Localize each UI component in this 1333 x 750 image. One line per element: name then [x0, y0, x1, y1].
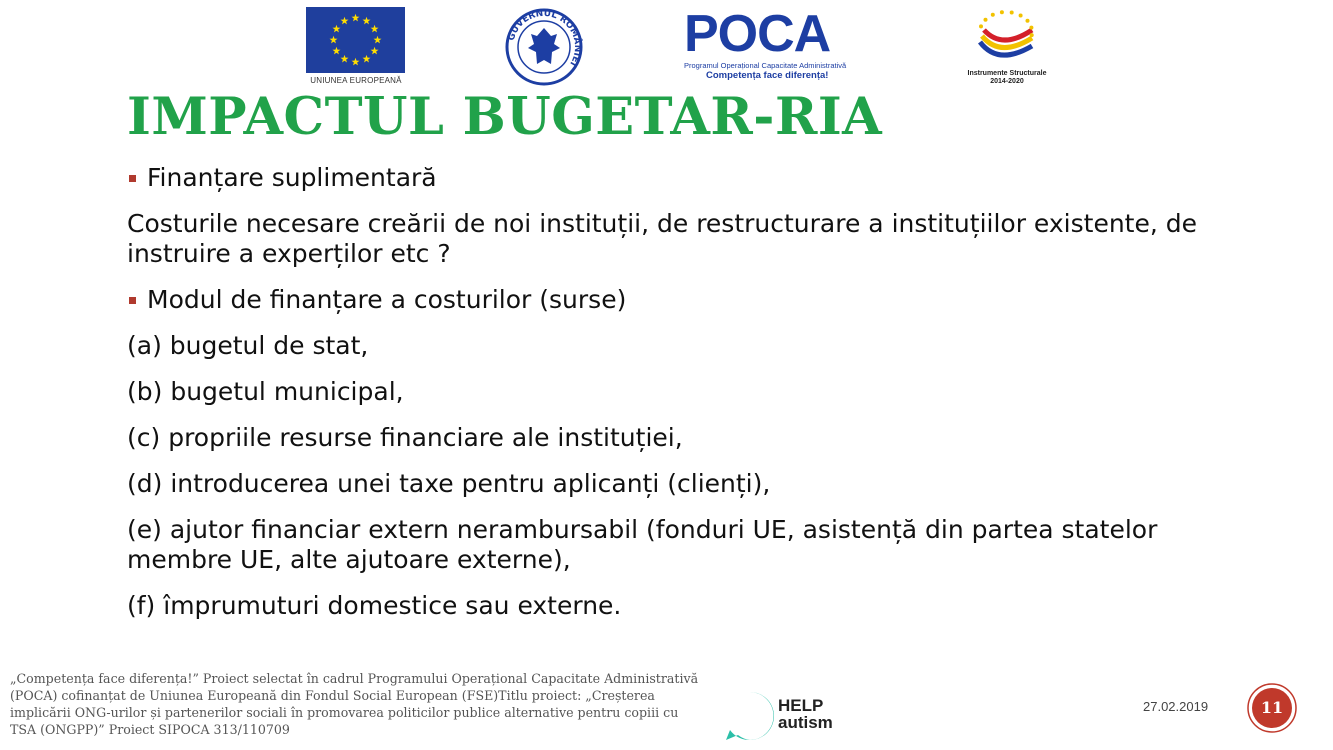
logo-bar	[0, 0, 1333, 90]
text-line	[127, 377, 1207, 407]
line-text: (f) împrumuturi domestice sau externe.	[127, 591, 622, 620]
eu-star-icon	[341, 55, 349, 63]
eu-star-icon	[332, 25, 340, 33]
square-bullet-icon	[129, 297, 136, 304]
slide-number: 11	[1260, 698, 1284, 717]
eu-star-icon	[374, 36, 382, 44]
romanian-government-logo	[505, 8, 583, 86]
structural-instruments-caption	[958, 70, 1056, 86]
is-star-icon	[1029, 26, 1033, 30]
line-text: (e) ajutor financiar extern nerambursabil (fonduri UE, asistență din partea statelor membre UE, alte ajutoare externe),	[127, 515, 1158, 574]
line-text: (c) propriile resurse financiare ale instituției,	[127, 423, 683, 452]
gov-ring-text: GUVERNUL ROMÂNIEI	[506, 8, 583, 68]
is-star-icon	[1026, 19, 1030, 23]
slide-title: IMPACTUL BUGETAR-RIA	[127, 87, 883, 147]
slide-content	[127, 163, 1207, 637]
bullet-item	[127, 163, 1207, 193]
poca-logo	[684, 5, 869, 84]
eu-star-icon	[352, 58, 360, 66]
eu-star-icon	[352, 14, 360, 22]
help-autism-logo	[724, 690, 844, 742]
eu-star-icon	[363, 17, 371, 25]
line-text: (d) introducerea unei taxe pentru aplicanți (clienți),	[127, 469, 771, 498]
is-star-icon	[1019, 14, 1023, 18]
eu-star-icon	[363, 55, 371, 63]
bullet-item	[127, 285, 1207, 315]
eu-star-icon	[330, 36, 338, 44]
line-text: (a) bugetul de stat,	[127, 331, 369, 360]
project-funding-note: „Competența face diferența!” Proiect selectat în cadrul Programului Operațional Capacitate Administrativă (POCA) cofinanțat de Uniunea Europeană din Fondul Social European (FSE)Titlu proiect: „Creșterea implicării ONG-urilor și partenerilor sociali în promovarea politicilor publice alternative pentru copiii cu TSA (ONGPP)” Proiect SIPOCA 313/110709	[10, 671, 699, 737]
line-text: (b) bugetul municipal,	[127, 377, 404, 406]
line-text: Finanțare suplimentară	[147, 163, 437, 192]
text-line	[127, 423, 1207, 453]
text-line	[127, 515, 1207, 575]
is-star-icon	[1000, 10, 1004, 14]
is-star-icon	[1030, 33, 1034, 37]
slide-date: 27.02.2019	[1143, 699, 1209, 714]
line-text: Costurile necesare creării de noi instituții, de restructurare a instituțiilor existente, de instruire a experților etc ?	[127, 209, 1197, 268]
eu-star-icon	[341, 17, 349, 25]
speech-bubble-smile-icon	[724, 690, 776, 742]
help-autism-line2: autism	[778, 713, 833, 732]
is-star-icon	[979, 24, 983, 28]
is-star-icon	[984, 18, 988, 22]
eu-flag-icon	[306, 7, 405, 73]
text-line	[127, 469, 1207, 499]
line-text: Modul de finanțare a costurilor (surse)	[147, 285, 627, 314]
slide-number-badge	[1247, 683, 1297, 733]
eu-logo-caption: UNIUNEA EUROPEANĂ	[310, 76, 402, 85]
eu-star-icon	[371, 47, 379, 55]
poca-subtitle: Programul Operațional Capacitate Administrativă	[684, 61, 847, 70]
poca-motto: Competența face diferența!	[706, 70, 829, 81]
is-star-icon	[1010, 11, 1014, 15]
structural-instruments-caption-line1: Instrumente Structurale	[967, 70, 1047, 77]
poca-wordmark: POCA	[684, 5, 831, 63]
eu-logo	[306, 7, 406, 89]
text-line	[127, 331, 1207, 361]
text-line	[127, 209, 1207, 269]
structural-instruments-logo	[958, 8, 1056, 88]
structural-instruments-caption-line2: 2014-2020	[990, 78, 1024, 85]
eu-star-icon	[332, 47, 340, 55]
square-bullet-icon	[129, 175, 136, 182]
structural-instruments-emblem-icon	[958, 8, 1056, 66]
help-autism-line1: HELP	[778, 696, 824, 715]
eu-star-icon	[371, 25, 379, 33]
text-line	[127, 591, 1207, 621]
is-star-icon	[991, 13, 995, 17]
